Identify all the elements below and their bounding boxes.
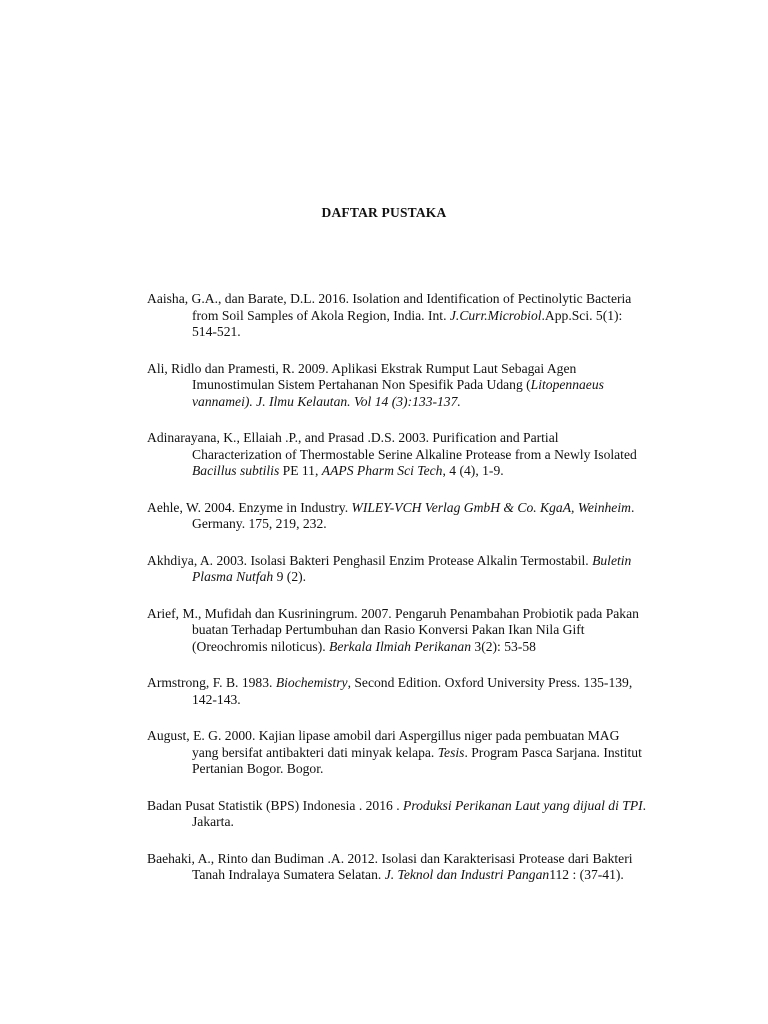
reference-italic-text: Biochemistry bbox=[275, 675, 348, 690]
reference-italic-text: AAPS Pharm Sci Tech bbox=[321, 463, 443, 478]
reference-entry bbox=[147, 728, 647, 778]
reference-entry bbox=[147, 361, 647, 411]
reference-text: . Germany. 175, 219, 232. bbox=[192, 499, 635, 531]
reference-text: Ali, Ridlo dan Pramesti, R. 2009. Aplikasi Ekstrak Rumput Laut Sebagai Agen Imunostimulan Sistem Pertahanan Non Spesifik Pada Udang ( bbox=[147, 360, 577, 392]
reference-text: 3(2): 53-58 bbox=[471, 638, 536, 654]
reference-text: PE 11, bbox=[279, 463, 322, 478]
reference-entry bbox=[147, 606, 647, 656]
reference-entry bbox=[147, 500, 647, 533]
reference-text: , 4 (4), 1-9. bbox=[442, 463, 504, 478]
reference-entry bbox=[147, 851, 647, 884]
reference-text: . Program Pasca Sarjana. Institut Pertanian Bogor. Bogor. bbox=[192, 744, 642, 776]
reference-entry bbox=[147, 553, 647, 586]
reference-text: Baehaki, A., Rinto dan Budiman .A. 2012. Isolasi dan Karakterisasi Protease dari Bakteri Tanah Indralaya Sumatera Selatan. bbox=[147, 850, 633, 882]
reference-text: August, E. G. 2000. Kajian lipase amobil dari Aspergillus niger pada pembuatan MAG yang bersifat antibakteri dati minyak kelapa. bbox=[147, 728, 620, 760]
reference-text: Armstrong, F. B. 1983. bbox=[147, 675, 276, 690]
reference-entry bbox=[147, 675, 647, 708]
reference-entry bbox=[147, 430, 647, 480]
reference-text: Aehle, W. 2004. Enzyme in Industry. bbox=[147, 499, 352, 515]
reference-text: Arief, M., Mufidah dan Kusriningrum. 2007. Pengaruh Penambahan Probiotik pada Pakan buatan Terhadap Pertumbuhan dan Rasio Konversi Pakan Ikan Nila Gift (Oreochromis niloticus). bbox=[147, 605, 639, 654]
reference-text: 9 (2). bbox=[273, 569, 307, 584]
reference-entry bbox=[147, 291, 647, 341]
reference-italic-text: Litopennaeus vannamei). J. Ilmu Kelautan. Vol 14 (3):133-137. bbox=[192, 377, 604, 409]
reference-italic-text: Berkala Ilmiah Perikanan bbox=[329, 638, 471, 654]
reference-italic-text: Tesis bbox=[437, 744, 465, 760]
reference-entry bbox=[147, 798, 647, 831]
reference-list bbox=[147, 291, 647, 904]
reference-text: Akhdiya, A. 2003. Isolasi Bakteri Penghasil Enzim Protease Alkalin Termostabil. bbox=[147, 552, 593, 568]
reference-text: , Second Edition. Oxford University Press. 135-139, 142-143. bbox=[192, 675, 633, 707]
reference-text: Badan Pusat Statistik (BPS) Indonesia . 2016 . bbox=[147, 797, 404, 813]
reference-italic-text: WILEY-VCH Verlag GmbH & Co. KgaA, Weinheim bbox=[351, 499, 631, 515]
reference-italic-text: J.Curr.Microbiol bbox=[449, 307, 542, 323]
reference-text: Aaisha, G.A., dan Barate, D.L. 2016. Isolation and Identification of Pectinolytic Bacteria from Soil Samples of Akola Region, India. Int. bbox=[147, 291, 632, 323]
reference-text: . Jakarta. bbox=[192, 797, 647, 829]
page-title: DAFTAR PUSTAKA bbox=[321, 205, 447, 220]
reference-italic-text: Produksi Perikanan Laut yang dijual di TPI bbox=[403, 797, 643, 813]
reference-italic-text: Buletin Plasma Nutfah bbox=[192, 552, 632, 584]
reference-italic-text: Bacillus subtilis bbox=[192, 463, 280, 478]
reference-text: Adinarayana, K., Ellaiah .P., and Prasad .D.S. 2003. Purification and Partial Characterization of Thermostable Serine Alkaline Protease from a Newly Isolated bbox=[147, 430, 637, 462]
reference-italic-text: J. Teknol dan Industri Pangan bbox=[384, 867, 550, 882]
reference-text: .App.Sci. 5(1): 514-521. bbox=[192, 307, 623, 339]
reference-text: 112 : (37-41). bbox=[549, 867, 624, 882]
